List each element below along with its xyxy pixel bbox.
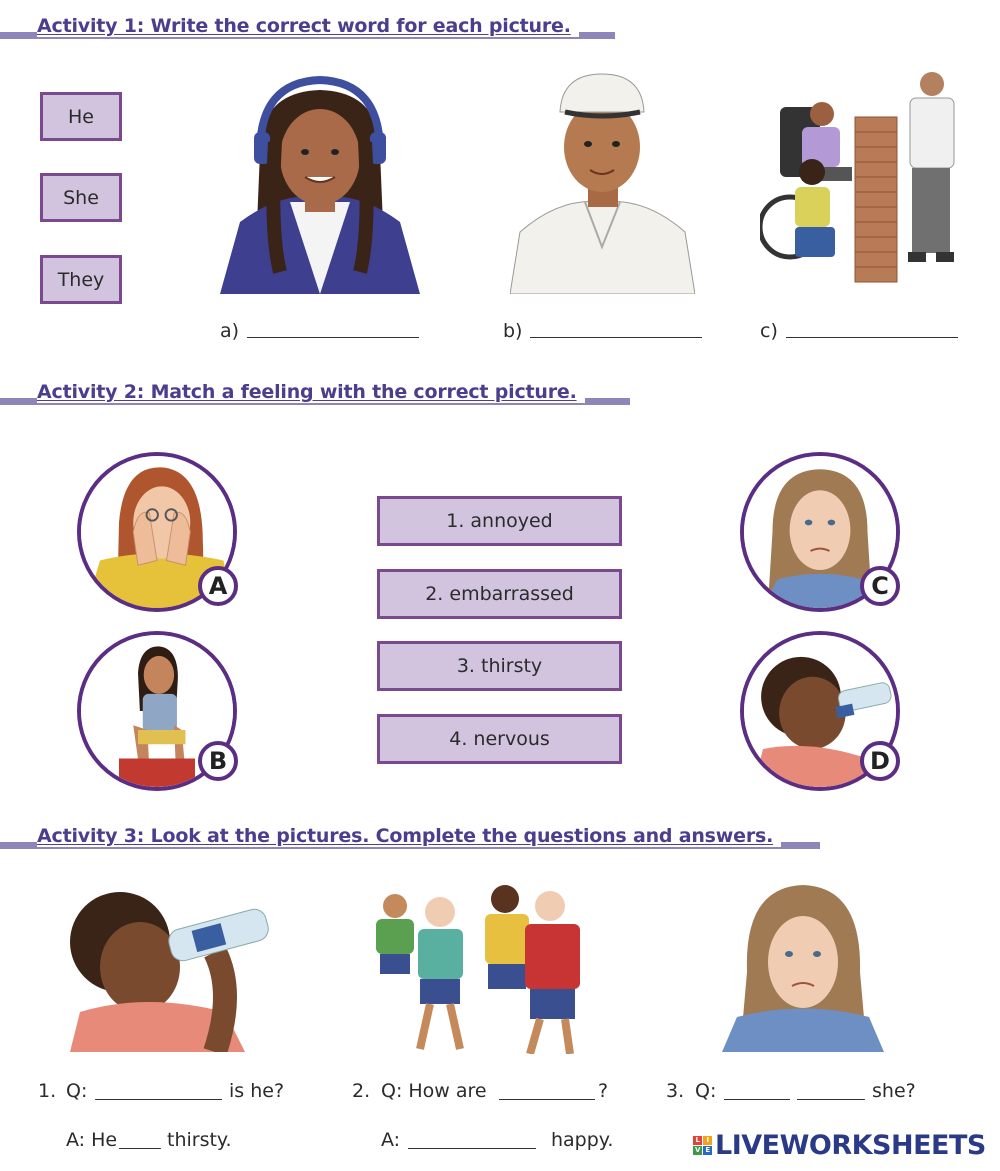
activity3-title: Activity 3: Look at the pictures. Complete the questions and answers.: [37, 825, 781, 847]
girl-headphones-image: [220, 72, 420, 294]
q1-suffix: is he?: [229, 1080, 285, 1102]
a2-prefix: A:: [381, 1129, 401, 1151]
kids-tower-image: [760, 72, 960, 284]
letter-a-badge: A: [198, 566, 238, 606]
logo-text: LIVEWORKSHEETS: [715, 1130, 986, 1161]
q3-prefix: Q:: [695, 1080, 717, 1102]
activity1-title: Activity 1: Write the correct word for each picture.: [37, 15, 579, 37]
thirsty-boy-image: [45, 882, 275, 1052]
a1-suffix: thirsty.: [167, 1129, 232, 1151]
q2-blank[interactable]: [499, 1099, 595, 1100]
q2-prefix: Q: How are: [381, 1080, 487, 1102]
letter-c-badge: C: [860, 566, 900, 606]
letter-b-badge: B: [198, 741, 238, 781]
a1-prefix: A: He: [66, 1129, 118, 1151]
feeling-nervous[interactable]: 4. nervous: [377, 714, 622, 764]
sad-girl-image: [722, 882, 884, 1052]
q3-blank-1[interactable]: [724, 1099, 790, 1100]
q1-number: 1.: [38, 1080, 57, 1102]
q2-suffix: ?: [598, 1080, 609, 1102]
a2-blank[interactable]: [408, 1148, 536, 1149]
a1-blank[interactable]: [119, 1148, 161, 1149]
boy-kufi-image: [510, 72, 695, 294]
q2-number: 2.: [352, 1080, 371, 1102]
feeling-annoyed[interactable]: 1. annoyed: [377, 496, 622, 546]
liveworksheets-logo[interactable]: [693, 1130, 986, 1161]
a2-suffix: happy.: [551, 1129, 614, 1151]
answer-b-line[interactable]: [530, 337, 702, 338]
q3-suffix: she?: [872, 1080, 916, 1102]
pronoun-he[interactable]: He: [40, 92, 122, 141]
letter-d-badge: D: [860, 741, 900, 781]
q3-blank-2[interactable]: [797, 1099, 865, 1100]
q3-number: 3.: [666, 1080, 685, 1102]
answer-c-line[interactable]: [786, 337, 958, 338]
answer-c-label: c): [760, 320, 778, 342]
logo-mark-icon: L I V E: [693, 1136, 712, 1155]
pronoun-she[interactable]: She: [40, 173, 122, 222]
feeling-thirsty[interactable]: 3. thirsty: [377, 641, 622, 691]
running-kids-image: [370, 884, 595, 1054]
feeling-embarrassed[interactable]: 2. embarrassed: [377, 569, 622, 619]
activity2-title: Activity 2: Match a feeling with the correct picture.: [37, 381, 585, 403]
q1-prefix: Q:: [66, 1080, 88, 1102]
answer-a-label: a): [220, 320, 240, 342]
q1-blank[interactable]: [95, 1099, 222, 1100]
answer-b-label: b): [503, 320, 523, 342]
pronoun-they[interactable]: They: [40, 255, 122, 304]
answer-a-line[interactable]: [247, 337, 419, 338]
